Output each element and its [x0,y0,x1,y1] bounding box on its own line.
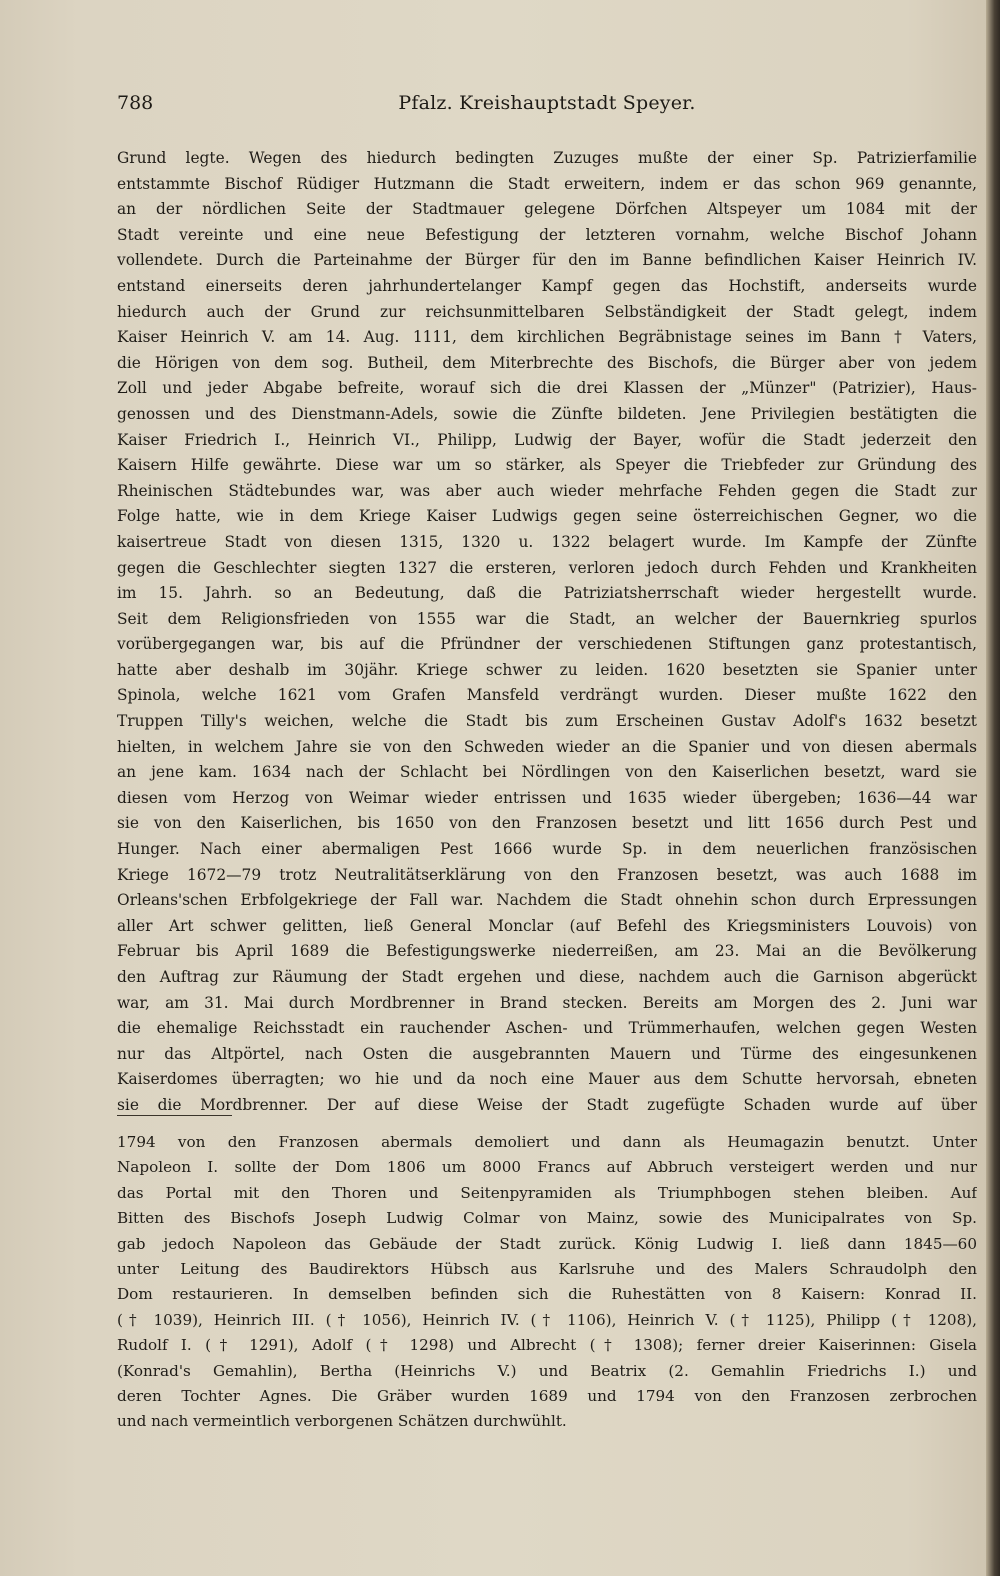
text-line: Seit dem Religionsfrieden von 1555 war die Stadt, an welcher der Bauernkrieg spurlos [117,609,977,628]
footnote-line: (Konrad's Gemahlin), Bertha (Heinrichs V.) und Beatrix (2. Gemahlin Friedrichs I.) und [117,1361,977,1380]
page-number: 788 [117,92,154,114]
text-line: Folge hatte, wie in dem Kriege Kaiser Ludwigs gegen seine österreichischen Gegner, wo die [117,507,977,526]
text-line: Spinola, welche 1621 vom Grafen Mansfeld verdrängt wurden. Dieser mußte 1622 den [117,686,977,705]
footnote-line: unter Leitung des Baudirektors Hübsch aus Karlsruhe und des Malers Schraudolph den [117,1259,977,1278]
footnote-separator [117,1115,232,1116]
text-line: hatte aber deshalb im 30jähr. Kriege schwer zu leiden. 1620 besetzten sie Spanier unter [117,660,977,679]
text-line: diesen vom Herzog von Weimar wieder entrissen und 1635 wieder übergeben; 1636—44 war [117,788,977,807]
text-line: entstammte Bischof Rüdiger Hutzmann die Stadt erweitern, indem er das schon 969 genannte, [117,174,977,193]
text-line: Kaiser Heinrich V. am 14. Aug. 1111, dem kirchlichen Begräbnistage seines im Bann † Vaters, [117,328,977,347]
running-head: Pfalz. Kreishauptstadt Speyer. [398,92,696,114]
text-line: die ehemalige Reichsstadt ein rauchender Aschen- und Trümmerhaufen, welchen gegen Westen [117,1019,977,1038]
text-line: Hunger. Nach einer abermaligen Pest 1666 wurde Sp. in dem neuerlichen französischen [117,840,977,859]
page-header [117,92,977,122]
text-line: Rheinischen Städtebundes war, was aber auch wieder mehrfache Fehden gegen die Stadt zur [117,481,977,500]
text-line: Orleans'schen Erbfolgekriege der Fall war. Nachdem die Stadt ohnehin schon durch Erpressungen [117,891,977,910]
footnote-line: und nach vermeintlich verborgenen Schätzen durchwühlt. [117,1412,567,1431]
text-line: sie die Mordbrenner. Der auf diese Weise der Stadt zugefügte Schaden wurde auf über [117,1095,977,1114]
text-line: Februar bis April 1689 die Befestigungswerke niederreißen, am 23. Mai an die Bevölkerung [117,942,977,961]
footnote [117,1130,977,1435]
text-line: Kaiser Friedrich I., Heinrich VI., Philipp, Ludwig der Bayer, wofür die Stadt jederzeit den [117,430,977,449]
text-line: kaisertreue Stadt von diesen 1315, 1320 u. 1322 belagert wurde. Im Kampfe der Zünfte [117,532,977,551]
text-line: aller Art schwer gelitten, ließ General Monclar (auf Befehl des Kriegsministers Louvois) von [117,916,977,935]
text-line: an der nördlichen Seite der Stadtmauer gelegene Dörfchen Altspeyer um 1084 mit der [117,200,977,219]
text-line: Kaiserdomes überragten; wo hie und da noch eine Mauer aus dem Schutte hervorsah, ebneten [117,1070,977,1089]
footnote-line: gab jedoch Napoleon das Gebäude der Stadt zurück. König Ludwig I. ließ dann 1845—60 [117,1234,977,1253]
footnote-line: deren Tochter Agnes. Die Gräber wurden 1689 und 1794 von den Franzosen zerbrochen [117,1386,977,1405]
footnote-line: Rudolf I. († 1291), Adolf († 1298) und Albrecht († 1308); ferner dreier Kaiserinnen: Gisela [117,1336,977,1355]
text-line: vorübergegangen war, bis auf die Pfründner der verschiedenen Stiftungen ganz protestantisch, [117,635,977,654]
text-line: hielten, in welchem Jahre sie von den Schweden wieder an die Spanier und von diesen abermals [117,737,977,756]
text-line: genossen und des Dienstmann-Adels, sowie die Zünfte bildeten. Jene Privilegien bestätigten die [117,404,977,423]
footnote-line: († 1039), Heinrich III. († 1056), Heinrich IV. († 1106), Heinrich V. († 1125), Philipp († 1208), [117,1310,977,1329]
main-text [117,146,977,1119]
text-line: die Hörigen von dem sog. Butheil, dem Miterbrechte des Bischofs, die Bürger aber von jedem [117,353,977,372]
footnote-line: 1794 von den Franzosen abermals demoliert und dann als Heumagazin benutzt. Unter [117,1133,977,1151]
footnote-line: das Portal mit den Thoren und Seitenpyramiden als Triumphbogen stehen bleiben. Auf [117,1183,977,1202]
text-line: sie von den Kaiserlichen, bis 1650 von den Franzosen besetzt und litt 1656 durch Pest und [117,814,977,833]
text-line: entstand einerseits deren jahrhundertelanger Kampf gegen das Hochstift, anderseits wurde [117,276,977,295]
text-line: Kaisern Hilfe gewährte. Diese war um so stärker, als Speyer die Triebfeder zur Gründung des [117,456,977,475]
text-line: gegen die Geschlechter siegten 1327 die ersteren, verloren jedoch durch Fehden und Krankheiten [117,558,977,577]
footnote-line: Napoleon I. sollte der Dom 1806 um 8000 Francs auf Abbruch versteigert werden und nur [117,1158,977,1177]
footnote-line: Dom restaurieren. In demselben befinden sich die Ruhestätten von 8 Kaisern: Konrad II. [117,1285,977,1304]
text-line: Kriege 1672—79 trotz Neutralitätserklärung von den Franzosen besetzt, was auch 1688 im [117,865,977,884]
text-line: den Auftrag zur Räumung der Stadt ergehen und diese, nachdem auch die Garnison abgerückt [117,968,977,986]
book-spine-edge [986,0,1000,1576]
text-line: Truppen Tilly's weichen, welche die Stadt bis zum Erscheinen Gustav Adolf's 1632 besetzt [117,712,977,731]
text-line: an jene kam. 1634 nach der Schlacht bei Nördlingen von den Kaiserlichen besetzt, ward sie [117,763,977,782]
footnote-line: Bitten des Bischofs Joseph Ludwig Colmar von Mainz, sowie des Municipalrates von Sp. [117,1209,977,1228]
text-line: nur das Altpörtel, nach Osten die ausgebrannten Mauern und Türme des eingesunkenen [117,1044,977,1063]
text-line: Zoll und jeder Abgabe befreite, worauf sich die drei Klassen der „Münzer" (Patrizier), Haus- [117,379,977,398]
text-line: hiedurch auch der Grund zur reichsunmittelbaren Selbständigkeit der Stadt gelegt, indem [117,302,977,321]
text-line: vollendete. Durch die Parteinahme der Bürger für den im Banne befindlichen Kaiser Heinrich IV. [117,251,977,270]
text-line: Grund legte. Wegen des hiedurch bedingten Zuzuges mußte der einer Sp. Patrizierfamilie [117,149,977,167]
text-line: im 15. Jahrh. so an Bedeutung, daß die Patriziatsherrschaft wieder hergestellt wurde. [117,584,977,603]
text-line: war, am 31. Mai durch Mordbrenner in Brand stecken. Bereits am Morgen des 2. Juni war [117,993,977,1012]
text-line: Stadt vereinte und eine neue Befestigung der letzteren vornahm, welche Bischof Johann [117,225,977,244]
